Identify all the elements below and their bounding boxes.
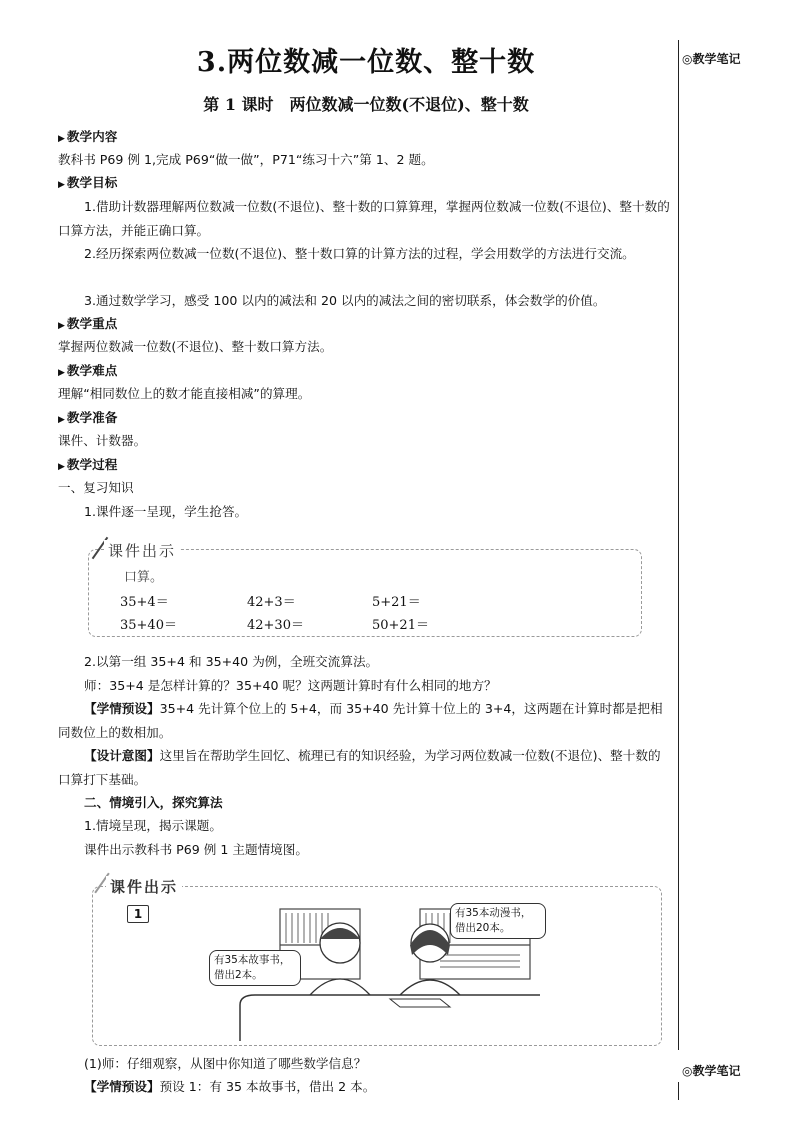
heading-text: 教学难点 [66,363,118,378]
teacher-question-1: 师：35+4 是怎样计算的？35+40 呢？这两题计算时有什么相同的地方？ [84,678,497,693]
section-heading-key [58,314,670,336]
bubble-line: 有35本动漫书， [455,907,532,919]
calc-item: 42+30＝ [247,618,304,633]
sidebar-divider [678,40,679,1050]
content-text: 教科书 P69 例 1,完成 P69“做一做”，P71“练习十六”第 1、2 题。 [58,152,434,167]
heading-text: 教学内容 [66,129,118,144]
triangle-icon: ▶ [58,321,65,331]
prep-text: 课件、计数器。 [58,433,147,448]
student-preset-2 [58,1077,670,1097]
tag-student-preset: 【学情预设】 [84,701,160,716]
step-1-item-2: 2.以第一组 35+4 和 35+40 为例，全班交流算法。 [84,654,379,669]
step-2-item-2: 课件出示教科书 P69 例 1 主题情境图。 [84,842,308,857]
tag-design-intent: 【设计意图】 [84,748,160,763]
page-title: 3.两位数减一位数、整十数 [196,47,536,78]
triangle-icon: ▶ [58,134,65,144]
heading-text: 教学重点 [66,316,118,331]
heading-text: 教学目标 [66,175,118,190]
goal-3: 3.通过数学学习，感受 100 以内的减法和 20 以内的减法之间的密切联系，体会数学的价值。 [84,293,606,308]
box1-subtitle: 口算。 [124,570,164,585]
bubble-line: 借出2本。 [214,969,263,981]
student-preset-1 [58,697,670,745]
key-text: 掌握两位数减一位数(不退位)、整十数口算方法。 [58,339,333,354]
calc-item: 35+4＝ [120,595,169,610]
triangle-icon: ▶ [58,462,65,472]
step-2-heading: 二、情境引入，探究算法 [84,795,223,810]
section-heading-process [58,455,670,477]
step-1-heading: 一、复习知识 [58,480,134,495]
triangle-icon: ▶ [58,180,65,190]
section-heading-content [58,127,670,149]
calc-item: 42+3＝ [247,595,296,610]
heading-text: 教学过程 [66,457,118,472]
question-1: (1)师：仔细观察，从图中你知道了哪些数学信息？ [84,1056,367,1071]
calc-item: 5+21＝ [372,595,421,610]
heading-text: 教学准备 [66,410,118,425]
bubble-line: 有35本故事书， [214,954,291,966]
tag-student-preset: 【学情预设】 [84,1079,160,1094]
sidebar-note-label-bottom: ◎教学笔记 [682,1064,741,1078]
goal-1: 1.借助计数器理解两位数减一位数(不退位)、整十数的口算算理，掌握两位数减一位数(不退位)、整十数的口算方法，并能正确口算。 [58,199,670,238]
triangle-icon: ▶ [58,368,65,378]
design-intent [58,744,670,792]
triangle-icon: ▶ [58,415,65,425]
example-number-badge: 1 [127,905,149,923]
speech-bubble-right [450,903,546,939]
section-heading-difficulty [58,361,670,383]
step-1-item-1: 1.课件逐一呈现，学生抢答。 [84,504,248,519]
sidebar-divider-bottom [678,1082,679,1100]
section-heading-goals [58,173,670,195]
step-2-item-1: 1.情境呈现，揭示课题。 [84,818,222,833]
sidebar-note-label: ◎教学笔记 [682,52,741,66]
courseware-label-2: 课件出示 [106,876,182,897]
design-intent-text: 这里旨在帮助学生回忆、梳理已有的知识经验，为学习两位数减一位数(不退位)、整十数的口算打下基础。 [58,748,661,787]
speech-bubble-left [209,950,301,986]
difficulty-text: 理解“相同数位上的数才能直接相减”的算理。 [58,386,311,401]
bubble-line: 借出20本。 [455,922,511,934]
calc-item: 50+21＝ [372,618,429,633]
courseware-label-1: 课件出示 [104,540,180,561]
lesson-subtitle: 第 1 课时 两位数减一位数(不退位)、整十数 [203,95,529,114]
calc-item: 35+40＝ [120,618,177,633]
section-heading-prep [58,408,670,430]
goal-2: 2.经历探索两位数减一位数(不退位)、整十数口算的计算方法的过程，学会用数学的方法进行交流。 [84,246,635,261]
student-preset-text: 预设 1：有 35 本故事书，借出 2 本。 [159,1079,376,1094]
student-preset-text: 35+4 先计算个位上的 5+4，而 35+40 先计算十位上的 3+4，这两题在计算时都是把相同数位上的数相加。 [58,701,663,740]
